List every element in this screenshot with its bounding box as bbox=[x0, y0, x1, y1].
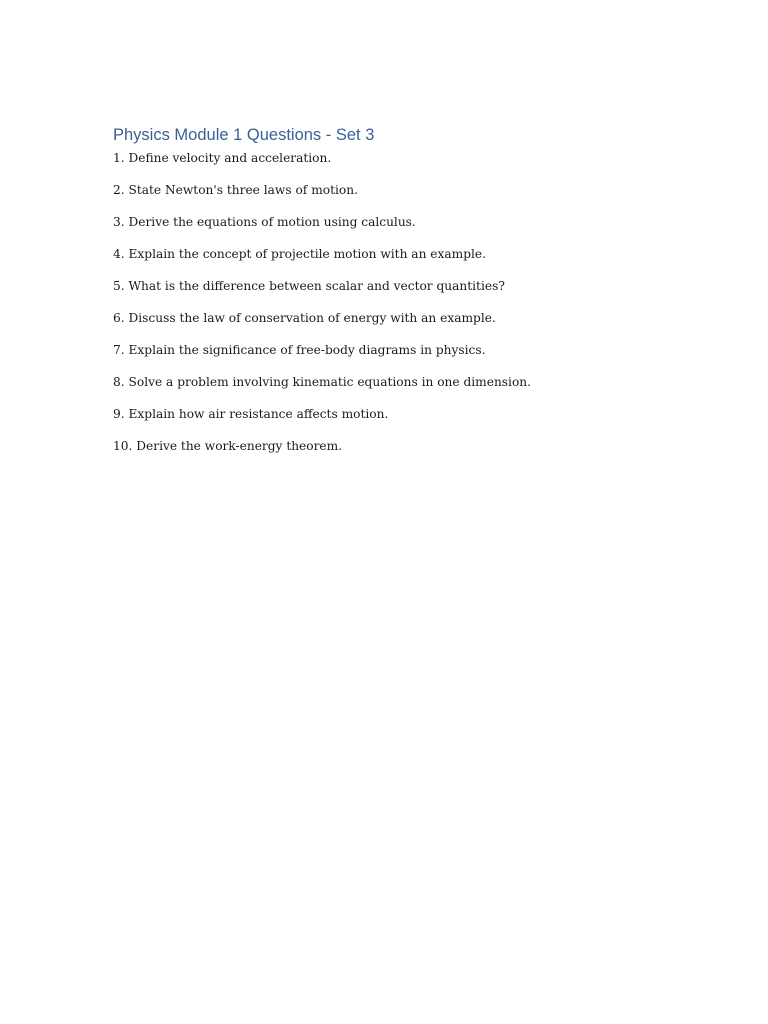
document-title: Physics Module 1 Questions - Set 3 bbox=[113, 126, 375, 144]
question-list bbox=[113, 150, 673, 454]
question-item-5: 5. What is the difference between scalar and vector quantities? bbox=[113, 279, 505, 293]
question-item-7: 7. Explain the significance of free-body diagrams in physics. bbox=[113, 343, 486, 357]
document-content bbox=[113, 124, 673, 470]
question-item-2: 2. State Newton's three laws of motion. bbox=[113, 183, 358, 197]
question-item-4: 4. Explain the concept of projectile motion with an example. bbox=[113, 247, 486, 261]
question-item-8: 8. Solve a problem involving kinematic equations in one dimension. bbox=[113, 375, 532, 389]
question-item-3: 3. Derive the equations of motion using calculus. bbox=[113, 215, 416, 229]
question-item-10: 10. Derive the work-energy theorem. bbox=[113, 439, 343, 453]
question-item-9: 9. Explain how air resistance affects motion. bbox=[113, 407, 389, 421]
question-item-1: 1. Define velocity and acceleration. bbox=[113, 151, 332, 165]
question-item-6: 6. Discuss the law of conservation of energy with an example. bbox=[113, 311, 496, 325]
